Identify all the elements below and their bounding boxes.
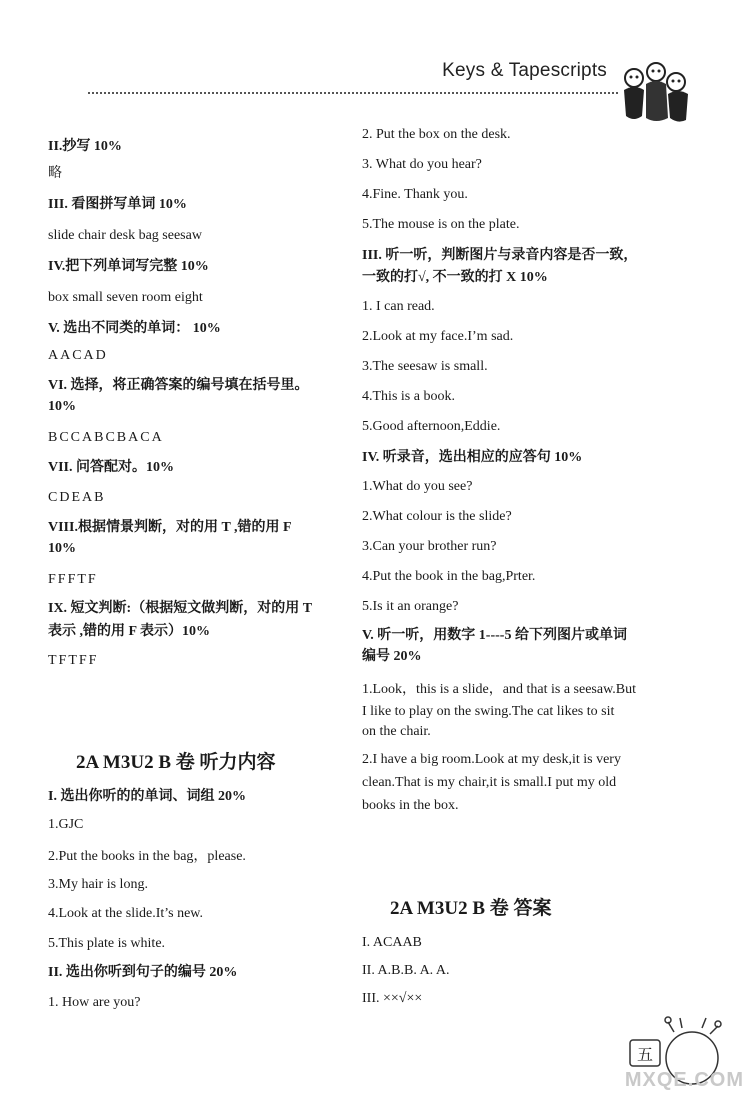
left-column-line: III. 看图拼写单词 10%	[48, 197, 187, 212]
right-column-line: 4.Fine. Thank you.	[362, 187, 468, 202]
left-column-line: 2.Put the books in the bag，please.	[48, 849, 246, 864]
left-column-line: box small seven room eight	[48, 290, 203, 305]
right-column-line: III. 听一听，判断图片与录音内容是否一致，	[362, 248, 638, 263]
left-column-line: 5.This plate is white.	[48, 936, 166, 951]
right-column-line: 2A M3U2 B 卷 答案	[390, 898, 552, 919]
left-column-line: 1.GJC	[48, 817, 84, 832]
left-column-line: IV.把下列单词写完整 10%	[48, 259, 209, 274]
right-column-line: 2. Put the box on the desk.	[362, 127, 511, 142]
left-column-line: 10%	[48, 541, 76, 556]
right-column-line: 5.The mouse is on the plate.	[362, 217, 520, 232]
right-column-line: 3.Can your brother run?	[362, 539, 497, 554]
right-column-line: 1.What do you see?	[362, 479, 473, 494]
right-column-line: III. ××√××	[362, 991, 423, 1006]
right-column-line: books in the box.	[362, 798, 459, 813]
left-column-line: IX. 短文判断:（根据短文做判断，对的用 T	[48, 601, 313, 616]
left-column-line: 2A M3U2 B 卷 听力内容	[76, 752, 276, 773]
right-column-line: on the chair.	[362, 724, 431, 739]
right-column-line: 4.This is a book.	[362, 389, 455, 404]
header-dotted-rule	[88, 92, 618, 94]
right-column-line: 3.The seesaw is small.	[362, 359, 488, 374]
right-column-line: II. A.B.B. A. A.	[362, 963, 450, 978]
right-column-line: 1.Look，this is a slide，and that is a seesaw.But	[362, 682, 636, 697]
page-number: 五	[636, 1045, 654, 1064]
right-column-line: 编号 20%	[362, 649, 422, 664]
left-column-line: TFTFF	[48, 653, 99, 668]
left-column-line: AACAD	[48, 348, 108, 363]
left-column-line: slide chair desk bag seesaw	[48, 228, 202, 243]
left-column-line: II. 选出你听到句子的编号 20%	[48, 965, 238, 980]
right-column-line: I. ACAAB	[362, 935, 422, 950]
right-column-line: V. 听一听，用数字 1----5 给下列图片或单词	[362, 628, 627, 643]
left-column-line: BCCABCBACA	[48, 430, 164, 445]
right-column-line: clean.That is my chair,it is small.I put my old	[362, 775, 617, 790]
right-column-line: 2.Look at my face.I’m sad.	[362, 329, 514, 344]
right-column-line: 2.What colour is the slide?	[362, 509, 512, 524]
left-column-line: CDEAB	[48, 490, 106, 505]
right-column-line: IV. 听录音，选出相应的应答句 10%	[362, 450, 583, 465]
left-column-line: VII. 问答配对。10%	[48, 460, 175, 475]
right-column-line: 一致的打√, 不一致的打 X 10%	[362, 270, 548, 285]
mascot-illustration	[616, 56, 694, 126]
left-column-line: 表示 ,错的用 F 表示）10%	[48, 624, 211, 639]
left-column-line: FFFTF	[48, 572, 98, 587]
right-column-line: 4.Put the book in the bag,Prter.	[362, 569, 536, 584]
right-column-line: 5.Is it an orange?	[362, 599, 459, 614]
left-column-line: 略	[48, 166, 62, 181]
left-column-line: I. 选出你听的的单词、词组 20%	[48, 789, 246, 804]
left-column-line: 1. How are you?	[48, 995, 141, 1010]
left-column-line: 4.Look at the slide.It’s new.	[48, 906, 204, 921]
right-column-line: I like to play on the swing.The cat likes to sit	[362, 704, 615, 719]
left-column-line: VI. 选择，将正确答案的编号填在括号里。	[48, 378, 309, 393]
header-title: Keys & Tapescripts	[442, 60, 607, 81]
right-column-line: 5.Good afternoon,Eddie.	[362, 419, 501, 434]
left-column-line: 3.My hair is long.	[48, 877, 148, 892]
left-column-line: V. 选出不同类的单词： 10%	[48, 321, 221, 336]
right-column-line: 3. What do you hear?	[362, 157, 482, 172]
left-column-line: II.抄写 10%	[48, 139, 122, 154]
watermark: MXQE.COM	[624, 1069, 744, 1091]
right-column-line: 1. I can read.	[362, 299, 435, 314]
left-column-line: 10%	[48, 399, 76, 414]
right-column-line: 2.I have a big room.Look at my desk,it is very	[362, 752, 621, 767]
left-column-line: VIII.根据情景判断，对的用 T ,错的用 F	[48, 520, 292, 535]
